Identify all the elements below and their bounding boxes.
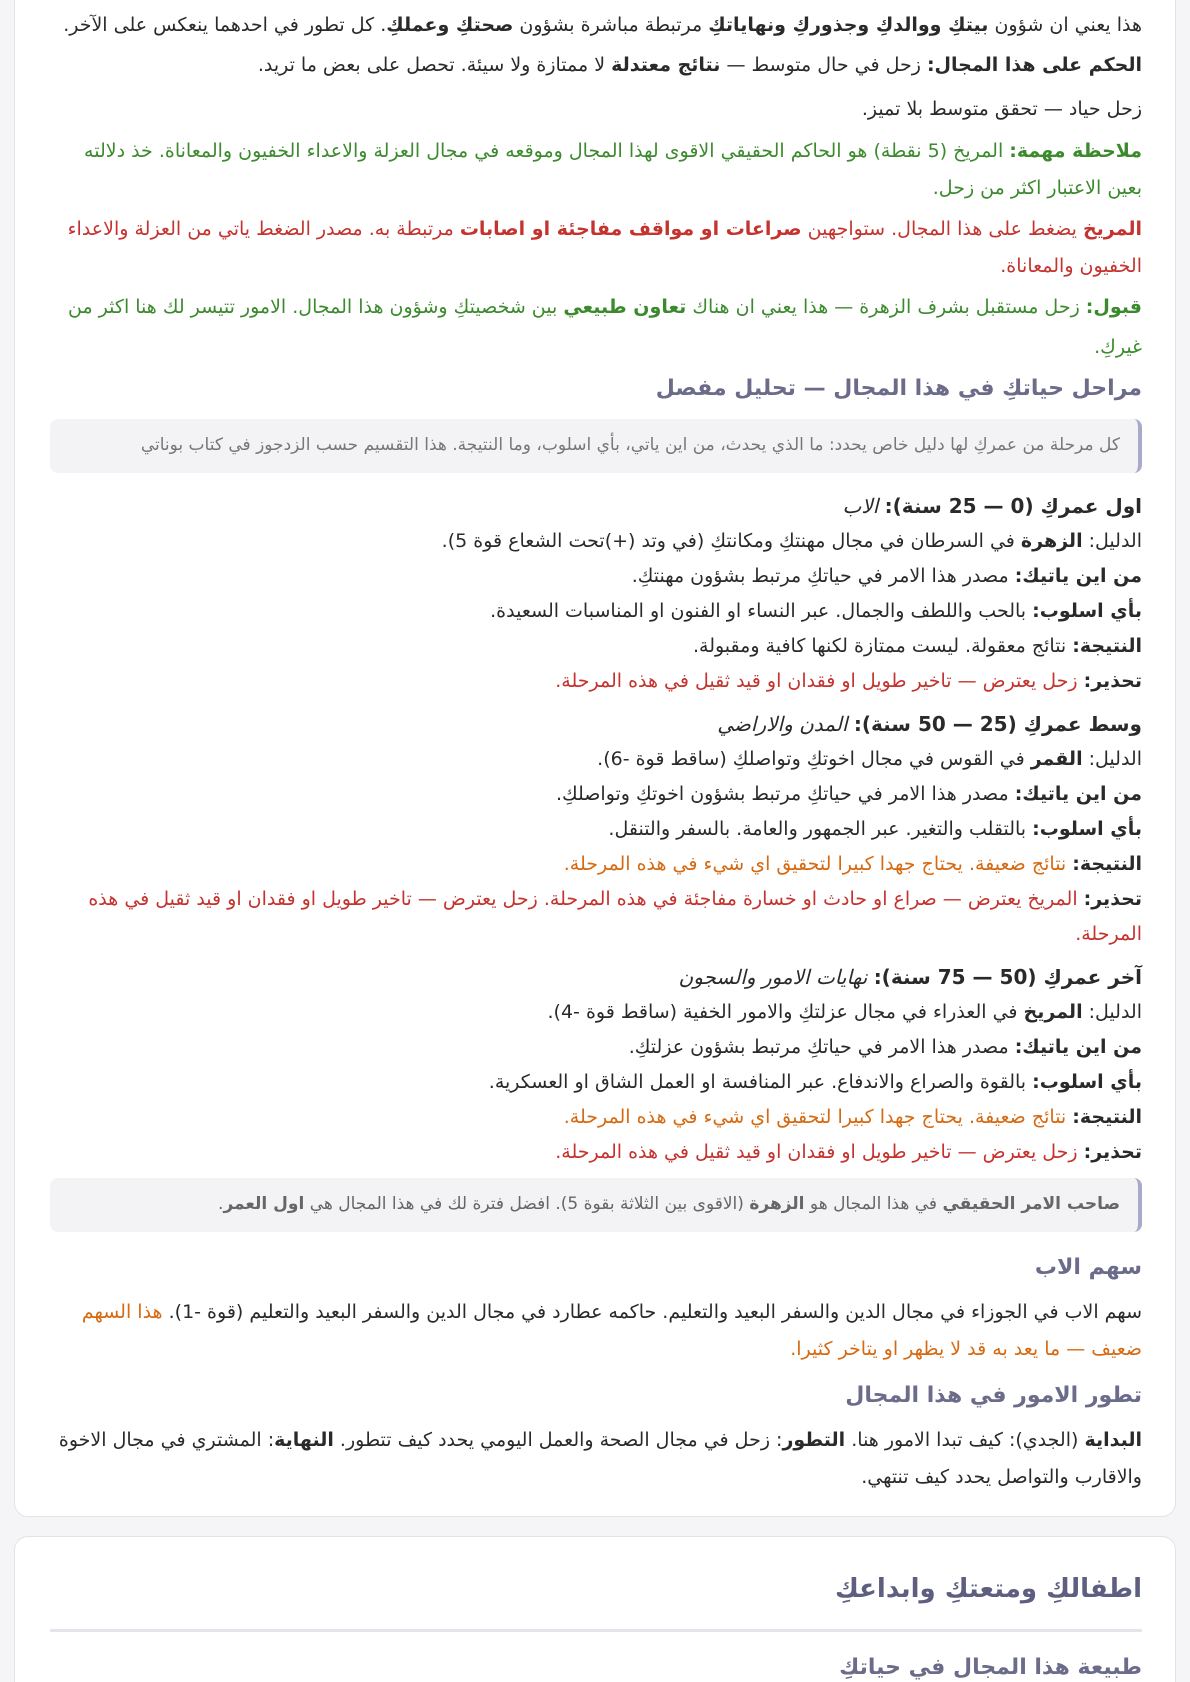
ruler-note: صاحب الامر الحقيقي في هذا المجال هو الزهرة (الاقوى بين الثلاثة بقوة 5). افضل فترة لك في هذا المجال هي اول العمر. <box>50 1178 1142 1232</box>
phase-2 <box>50 707 1142 952</box>
phase-from: من اين ياتيك: مصدر هذا الامر في حياتكِ مرتبط بشؤون مهنتكِ. <box>631 565 1142 587</box>
phase-from: من اين ياتيك: مصدر هذا الامر في حياتكِ مرتبط بشؤون عزلتكِ. <box>628 1036 1142 1058</box>
phase-result: النتيجة: نتائج معقولة. ليست ممتازة لكنها كافية ومقبولة. <box>692 635 1142 657</box>
phase-warning: تحذير: زحل يعترض — تاخير طويل او فقدان او قيد ثقيل في هذه المرحلة. <box>555 670 1142 692</box>
phase-heading: آخر عمركِ (50 — 75 سنة): نهايات الامور والسجون <box>678 965 1142 989</box>
phase-heading: وسط عمركِ (25 — 50 سنة): المدن والاراضي <box>717 712 1142 736</box>
phases-title: مراحل حياتكِ في هذا المجال — تحليل مفصل <box>655 376 1142 401</box>
phase-style: بأي اسلوب: بالتقلب والتغير. عبر الجمهور والعامة. بالسفر والتنقل. <box>608 818 1142 840</box>
phase-result: النتيجة: نتائج ضعيفة. يحتاج جهدا كبيرا لتحقيق اي شيء في هذه المرحلة. <box>563 853 1142 875</box>
phase-1 <box>50 489 1142 699</box>
next-section-title: اطفالكِ ومتعتكِ وابداعكِ <box>50 1569 1142 1632</box>
phase-style: بأي اسلوب: بالقوة والصراع والاندفاع. عبر المنافسة او العمل الشاق او العسكرية. <box>488 1071 1142 1093</box>
judgment-paragraph: الحكم على هذا المجال: زحل في حال متوسط — نتائج معتدلة لا ممتازة ولا سيئة. تحصل على بعض ما تريد. <box>257 54 1142 76</box>
mars-pressure-paragraph: المريخ يضغط على هذا المجال. ستواجهين صراعات او مواقف مفاجئة او اصابات مرتبطة به. مصدر الضغط ياتي من العزلة والاعداء الخفيون والمعاناة. <box>67 218 1142 277</box>
next-section-card <box>14 1536 1176 1682</box>
phase-heading: اول عمركِ (0 — 25 سنة): الاب <box>842 494 1142 518</box>
development-paragraph: البداية (الجدي): كيف تبدا الامور هنا. التطور: زحل في مجال الصحة والعمل اليومي يحدد كيف تتطور. النهاية: المشتري في مجال الاخوة والاقارب والتواصل يحدد كيف تنتهي. <box>58 1429 1142 1488</box>
phase-warning: تحذير: زحل يعترض — تاخير طويل او فقدان او قيد ثقيل في هذه المرحلة. <box>555 1141 1142 1163</box>
important-note: ملاحظة مهمة: المريخ (5 نقطة) هو الحاكم الحقيقي الاقوى لهذا المجال وموقعه في مجال العزلة والاعداء الخفيون والمعاناة. خذ دلالته بعين الاعتبار اكثر من زحل. <box>84 140 1142 199</box>
phase-guide: الدليل: الزهرة في السرطان في مجال مهنتكِ ومكانتكِ (في وتد (+)تحت الشعاع قوة 5). <box>441 530 1142 552</box>
phase-3 <box>50 960 1142 1170</box>
development-title: تطور الامور في هذا المجال <box>845 1383 1142 1408</box>
phase-guide: الدليل: المريخ في العذراء في مجال عزلتكِ والامور الخفية (ساقط قوة -4). <box>547 1001 1142 1023</box>
intro-paragraph: هذا يعني ان شؤون بيتكِ ووالدكِ وجذوركِ ونهاياتكِ مرتبطة مباشرة بشؤون صحتكِ وعملكِ. كل تطور في احدهما ينعكس على الآخر. <box>63 14 1142 36</box>
neutral-line: زحل حياد — تحقق متوسط بلا تميز. <box>861 98 1142 120</box>
phase-style: بأي اسلوب: بالحب واللطف والجمال. عبر النساء او الفنون او المناسبات السعيدة. <box>490 600 1142 622</box>
acceptance-paragraph: قبول: زحل مستقبل بشرف الزهرة — هذا يعني ان هناك تعاون طبيعي بين شخصيتكِ وشؤون هذا المجال. الامور تتيسر لك هنا اكثر من غيركِ. <box>68 296 1142 358</box>
father-lot-title: سهم الاب <box>1034 1255 1142 1280</box>
phase-result: النتيجة: نتائج ضعيفة. يحتاج جهدا كبيرا لتحقيق اي شيء في هذه المرحلة. <box>563 1106 1142 1128</box>
father-lot-paragraph: سهم الاب في الجوزاء في مجال الدين والسفر البعيد والتعليم. حاكمه عطارد في مجال الدين والسفر البعيد والتعليم (قوة -1). هذا السهم ضعيف — ما يعد به قد لا يظهر او يتاخر كثيرا. <box>81 1301 1142 1360</box>
house-analysis-card <box>14 0 1176 1517</box>
phase-warning: تحذير: المريخ يعترض — صراع او حادث او خسارة مفاجئة في هذه المرحلة. زحل يعترض — تاخير طويل او فقدان او قيد ثقيل في هذه المرحلة. <box>88 888 1142 945</box>
phase-guide: الدليل: القمر في القوس في مجال اخوتكِ وتواصلكِ (ساقط قوة -6). <box>597 748 1142 770</box>
next-section-subtitle: طبيعة هذا المجال في حياتكِ <box>839 1655 1142 1680</box>
phase-from: من اين ياتيك: مصدر هذا الامر في حياتكِ مرتبط بشؤون اخوتكِ وتواصلكِ. <box>555 783 1142 805</box>
phases-note: كل مرحلة من عمركِ لها دليل خاص يحدد: ما الذي يحدث، من اين ياتي، بأي اسلوب، وما النتيجة. هذا التقسيم حسب الزدجوز في كتاب بوناتي <box>50 419 1142 473</box>
